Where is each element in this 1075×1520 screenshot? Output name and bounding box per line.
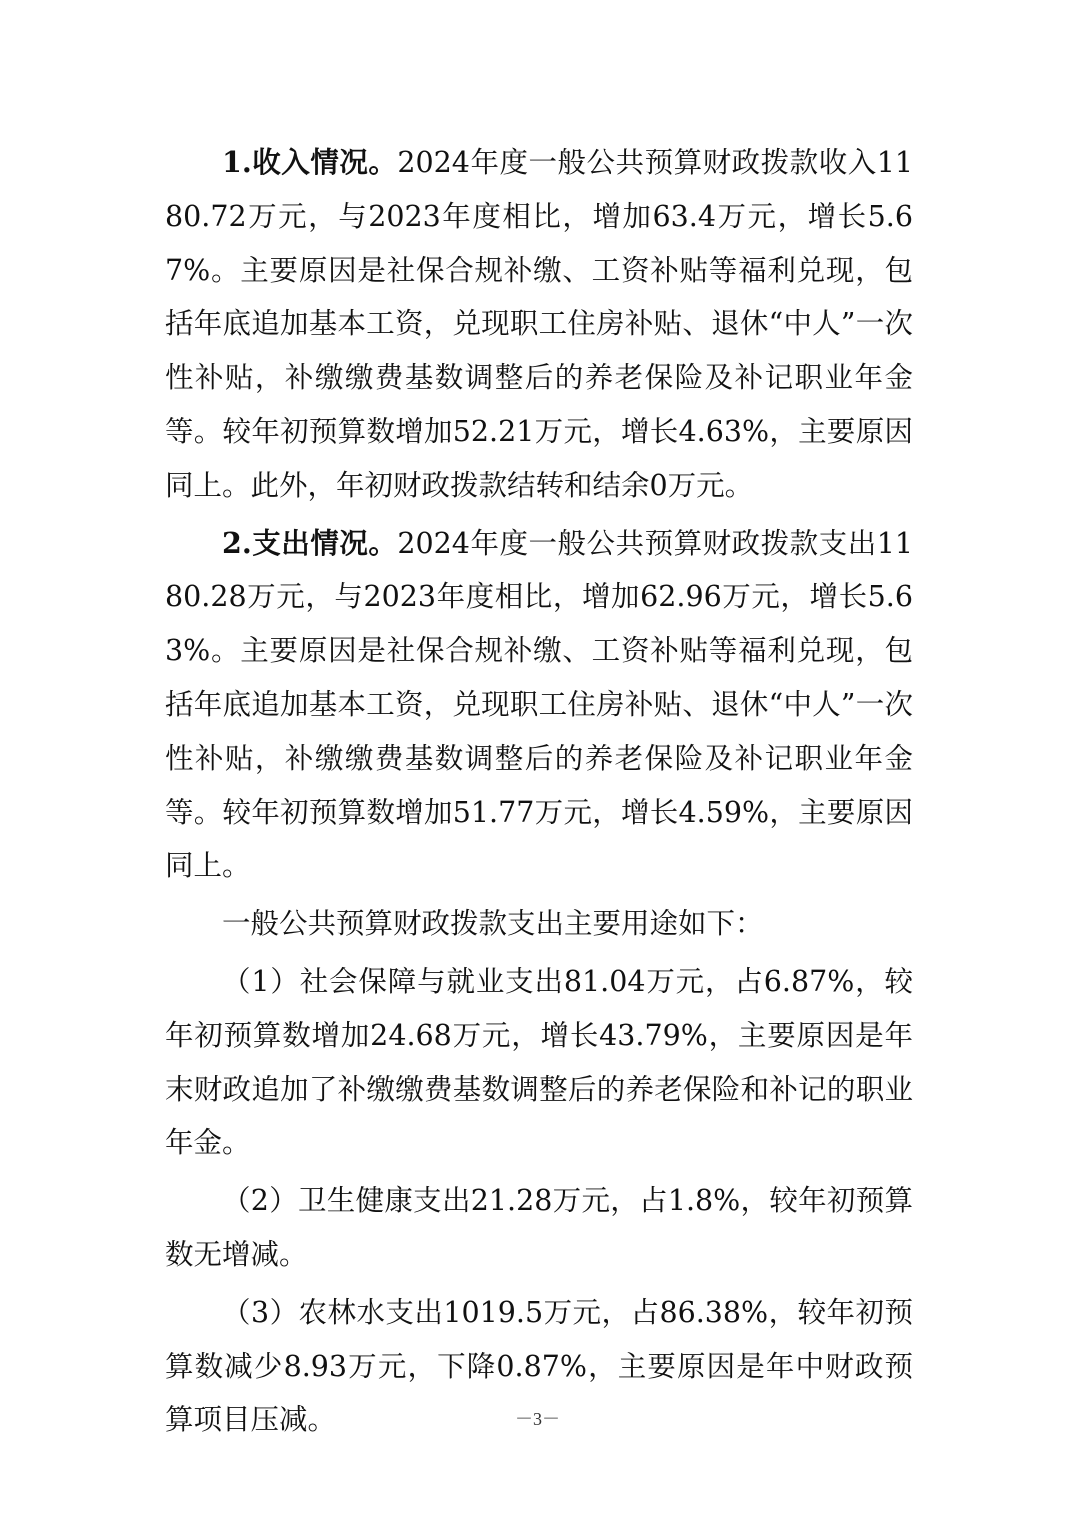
page-number: －3－ bbox=[515, 1409, 560, 1429]
paragraph-item-health-text: （2）卫生健康支出21.28万元，占1.8%，较年初预算数无增减。 bbox=[165, 1184, 913, 1271]
paragraph-income-text: 2024年度一般公共预算财政拨款收入1180.72万元，与2023年度相比，增加63.4万元，增长5.67%。主要原因是社保合规补缴、工资补贴等福利兑现，包括年底追加基本工资，兑现职工住房补贴、退休“中人”一次性补贴，补缴缴费基数调整后的养老保险及补记职业年金等。较年初预算数增加52.21万元，增长4.63%，主要原因同上。此外，年初财政拨款结转和结余0万元。 bbox=[165, 146, 913, 502]
paragraph-income bbox=[165, 136, 913, 513]
paragraph-item-agriculture-text: （3）农林水支出1019.5万元，占86.38%，较年初预算数减少8.93万元，下降0.87%，主要原因是年中财政预算项目压减。 bbox=[165, 1295, 913, 1437]
paragraph-usage-intro bbox=[165, 897, 913, 951]
paragraph-usage-intro-text: 一般公共预算财政拨款支出主要用途如下： bbox=[222, 907, 764, 941]
document-body bbox=[165, 136, 913, 1447]
paragraph-item-social-security-text: （1）社会保障与就业支出81.04万元，占6.87%，较年初预算数增加24.68万元，增长43.79%，主要原因是年末财政追加了补缴缴费基数调整后的养老保险和补记的职业年金。 bbox=[165, 964, 913, 1160]
paragraph-expenditure bbox=[165, 517, 913, 894]
heading-income: 1.收入情况。 bbox=[222, 145, 398, 179]
heading-expenditure: 2.支出情况。 bbox=[222, 525, 398, 560]
paragraph-item-social-security bbox=[165, 955, 913, 1170]
paragraph-item-health bbox=[165, 1174, 913, 1282]
paragraph-expenditure-text: 2024年度一般公共预算财政拨款支出1180.28万元，与2023年度相比，增加62.96万元，增长5.63%。主要原因是社保合规补缴、工资补贴等福利兑现，包括年底追加基本工资，兑现职工住房补贴、退休“中人”一次性补贴，补缴缴费基数调整后的养老保险及补记职业年金等。较年初预算数增加51.77万元，增长4.59%，主要原因同上。 bbox=[165, 526, 913, 883]
